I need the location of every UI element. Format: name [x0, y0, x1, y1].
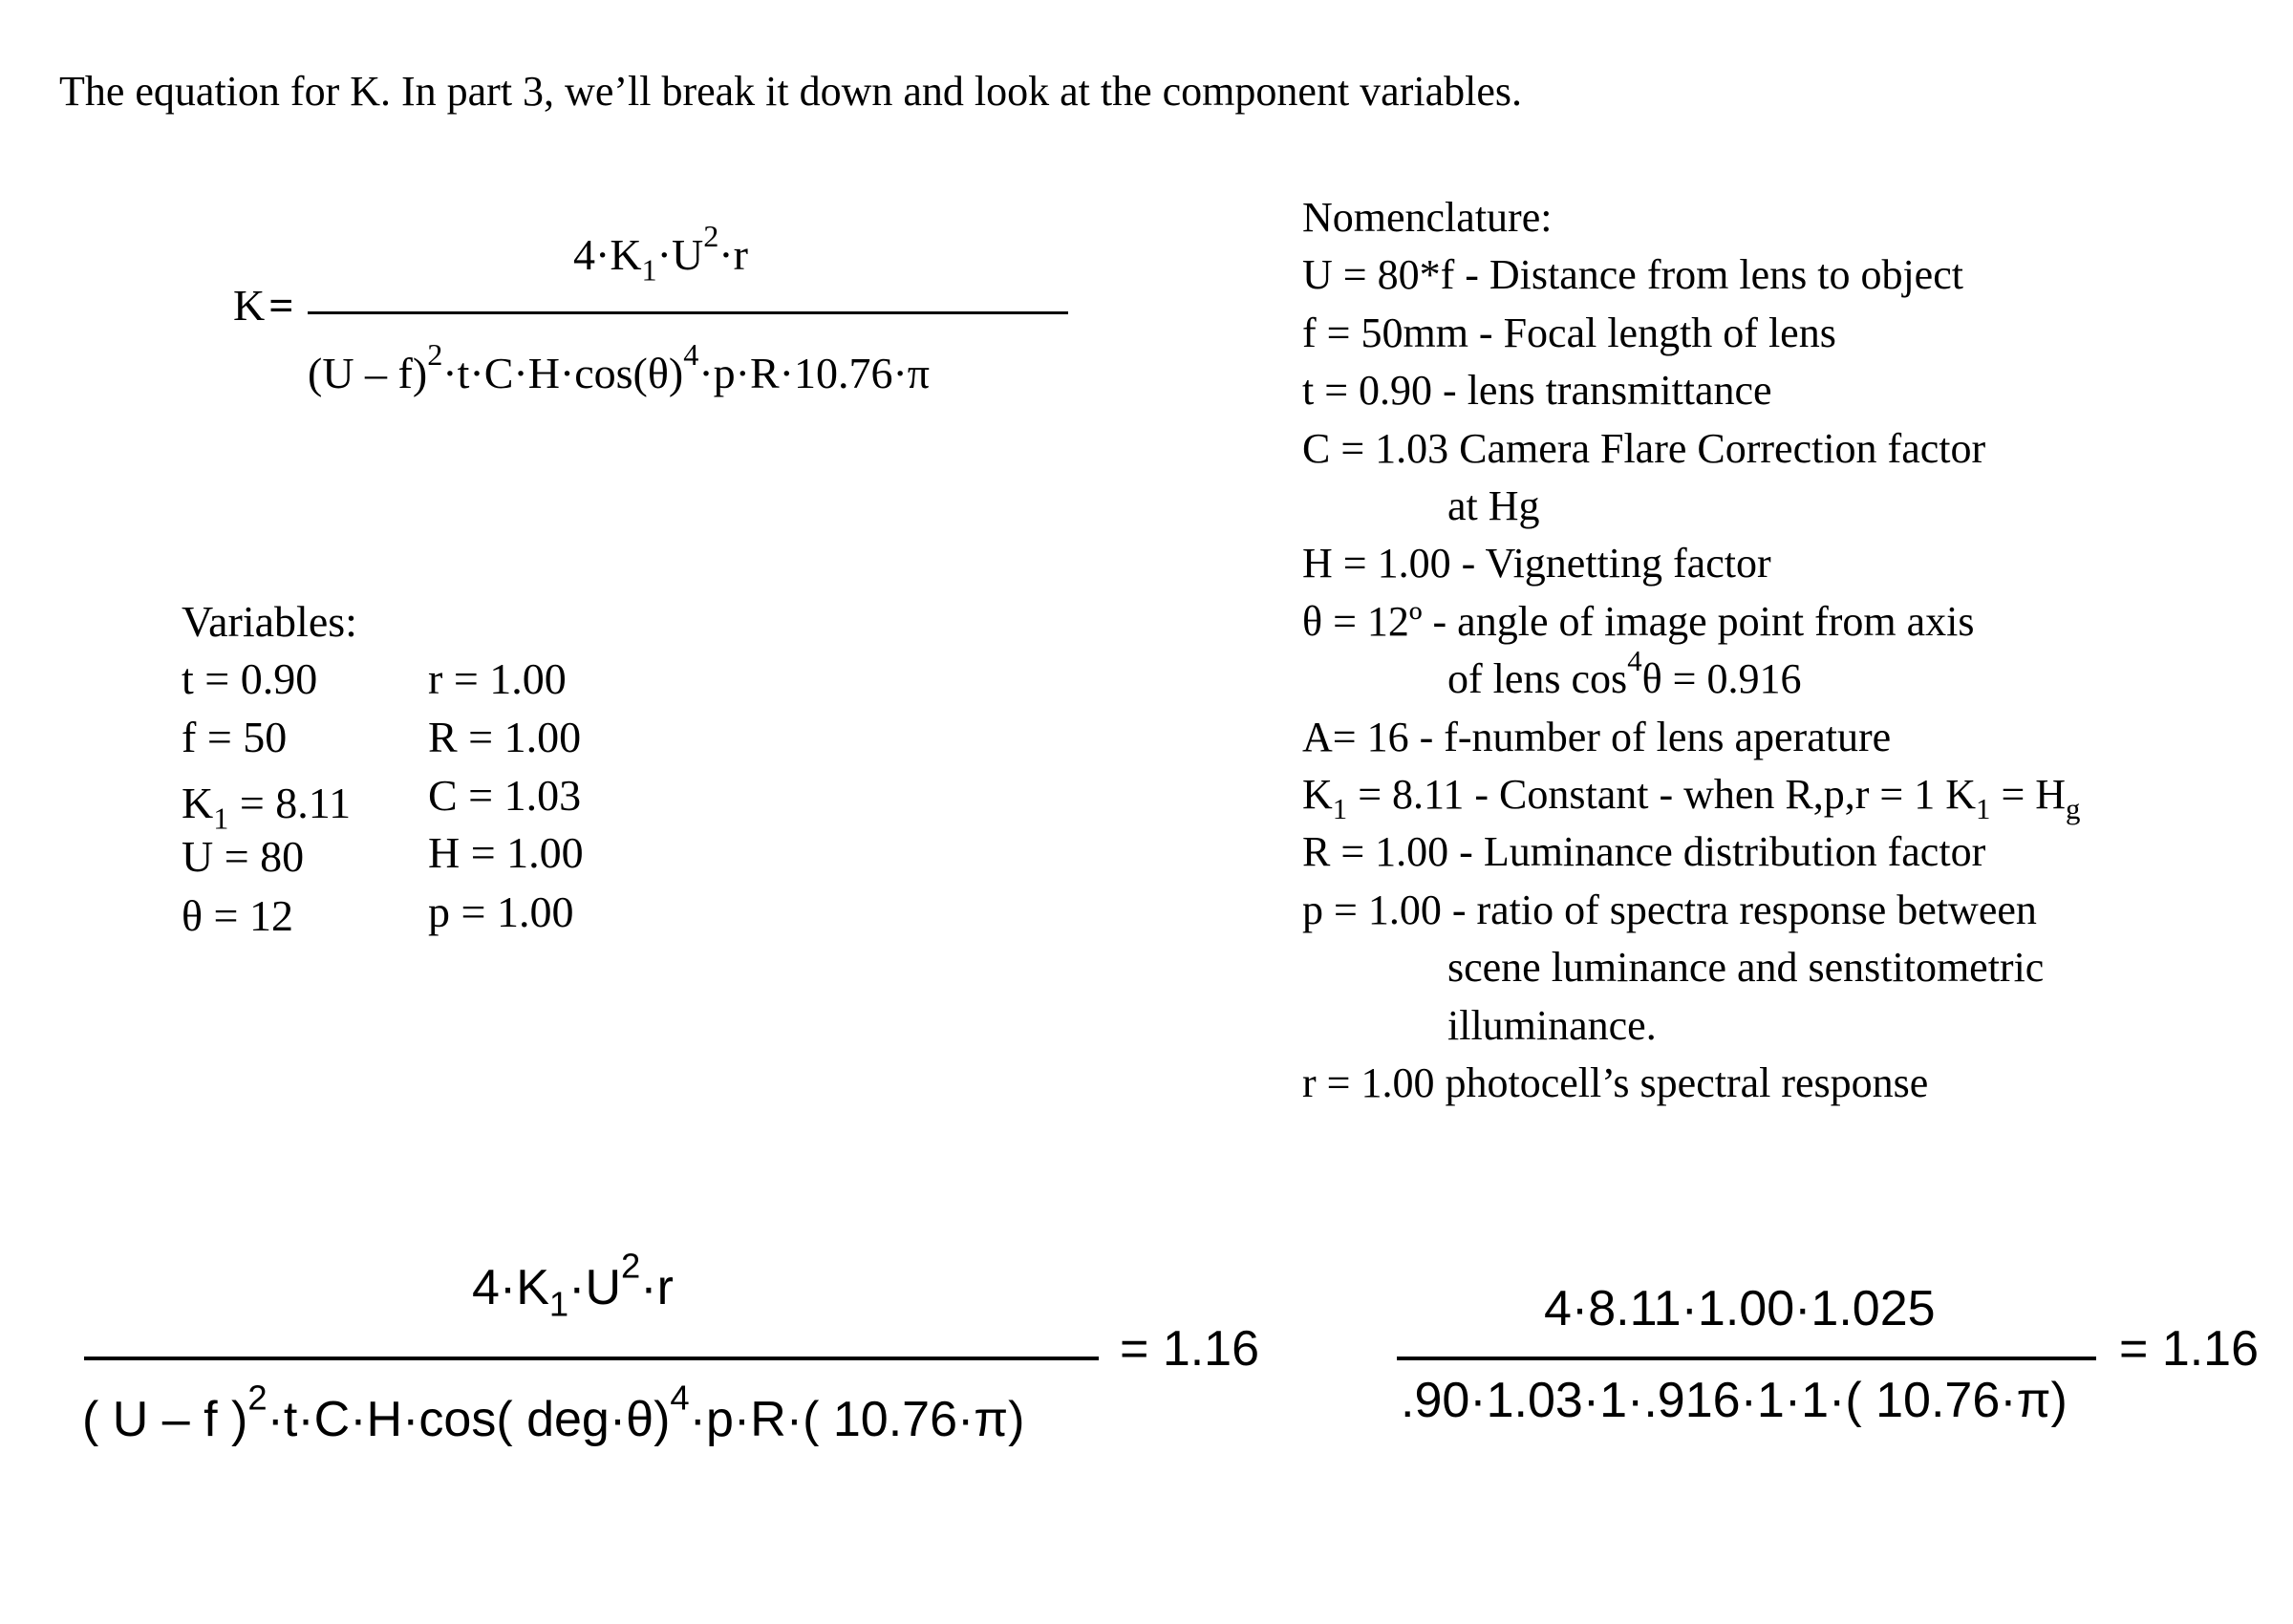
nom-f: f = 50mm - Focal length of lens: [1302, 310, 1836, 356]
nom-k1: $K_1 = 8.11$ - Constant - when R,p,r = 1 $K_1 = H_g$: [1302, 771, 2081, 825]
nom-h: H = 1.00 - Vignetting factor: [1302, 540, 1771, 587]
bottom-eq1-result: = 1.16: [1120, 1321, 1260, 1377]
var-R: R = 1.00: [428, 713, 582, 761]
nom-theta: θ = 12º - angle of image point from axis: [1302, 598, 1975, 645]
bottom-eq1-fraction-bar: [84, 1357, 1099, 1360]
var-r: r = 1.00: [428, 654, 567, 703]
var-H: H = 1.00: [428, 828, 584, 877]
lhs-symbol: K: [233, 281, 266, 330]
var-p: p = 1.00: [428, 887, 574, 936]
nom-c-cont: at Hg: [1447, 482, 1540, 529]
top-equation-lhs: [233, 280, 293, 331]
bottom-eq2-denominator: .90·1.03·1·.916·1·1·( 10.76·π): [1401, 1373, 2068, 1428]
var-theta: θ = 12: [182, 891, 293, 940]
nom-R: R = 1.00 - Luminance distribution factor: [1302, 828, 1986, 875]
nom-p: p = 1.00 - ratio of spectra response between: [1302, 887, 2037, 933]
nom-c: C = 1.03 Camera Flare Correction factor: [1302, 425, 1986, 472]
nom-r: r = 1.00 photocell’s spectral response: [1302, 1059, 1929, 1106]
top-equation-numerator: $4\cdot K_1\cdot U^2\cdot r$: [573, 218, 748, 288]
nom-u: U = 80*f - Distance from lens to object: [1302, 251, 1963, 298]
var-C: C = 1.03: [428, 771, 582, 820]
bottom-eq2-result: = 1.16: [2119, 1321, 2260, 1377]
var-u: U = 80: [182, 832, 305, 881]
var-f: f = 50: [182, 713, 288, 761]
nom-p-cont2: illuminance.: [1447, 1002, 1657, 1049]
bottom-eq1-numerator: $4\cdot K_1\cdot U^2\cdot r$: [472, 1246, 674, 1324]
var-t: t = 0.90: [182, 654, 318, 703]
nom-a: A= 16 - f-number of lens aperature: [1302, 714, 1892, 760]
bottom-eq1-denominator: ( U – f )$^2$·t·C·H·cos( deg·θ)$^4$·p·R·( 10.76·π): [82, 1378, 1025, 1447]
top-equation-denominator: $(U - f)^2\cdot t\cdot C\cdot H\cdot\cos(\theta)^4\cdot p\cdot R\cdot 10.76\cdot\pi$: [308, 336, 931, 397]
bottom-eq2-fraction-bar: [1397, 1357, 2096, 1360]
bottom-eq2-numerator: 4·8.11·1.00·1.025: [1544, 1281, 1936, 1336]
nom-t: t = 0.90 - lens transmittance: [1302, 367, 1772, 414]
top-fraction-bar: [308, 311, 1068, 314]
var-k1: $K_1 = 8.11$: [182, 779, 352, 836]
variables-heading: Variables:: [182, 597, 357, 646]
nomenclature-heading: Nomenclature:: [1302, 194, 1553, 241]
nom-theta-cont: of lens $\cos^4\theta = 0.916$: [1447, 644, 1802, 702]
equals-sign: =: [268, 281, 294, 330]
nom-p-cont1: scene luminance and senstitometric: [1447, 944, 2045, 991]
intro-text: The equation for K. In part 3, we’ll break it down and look at the component variables.: [59, 68, 1522, 115]
